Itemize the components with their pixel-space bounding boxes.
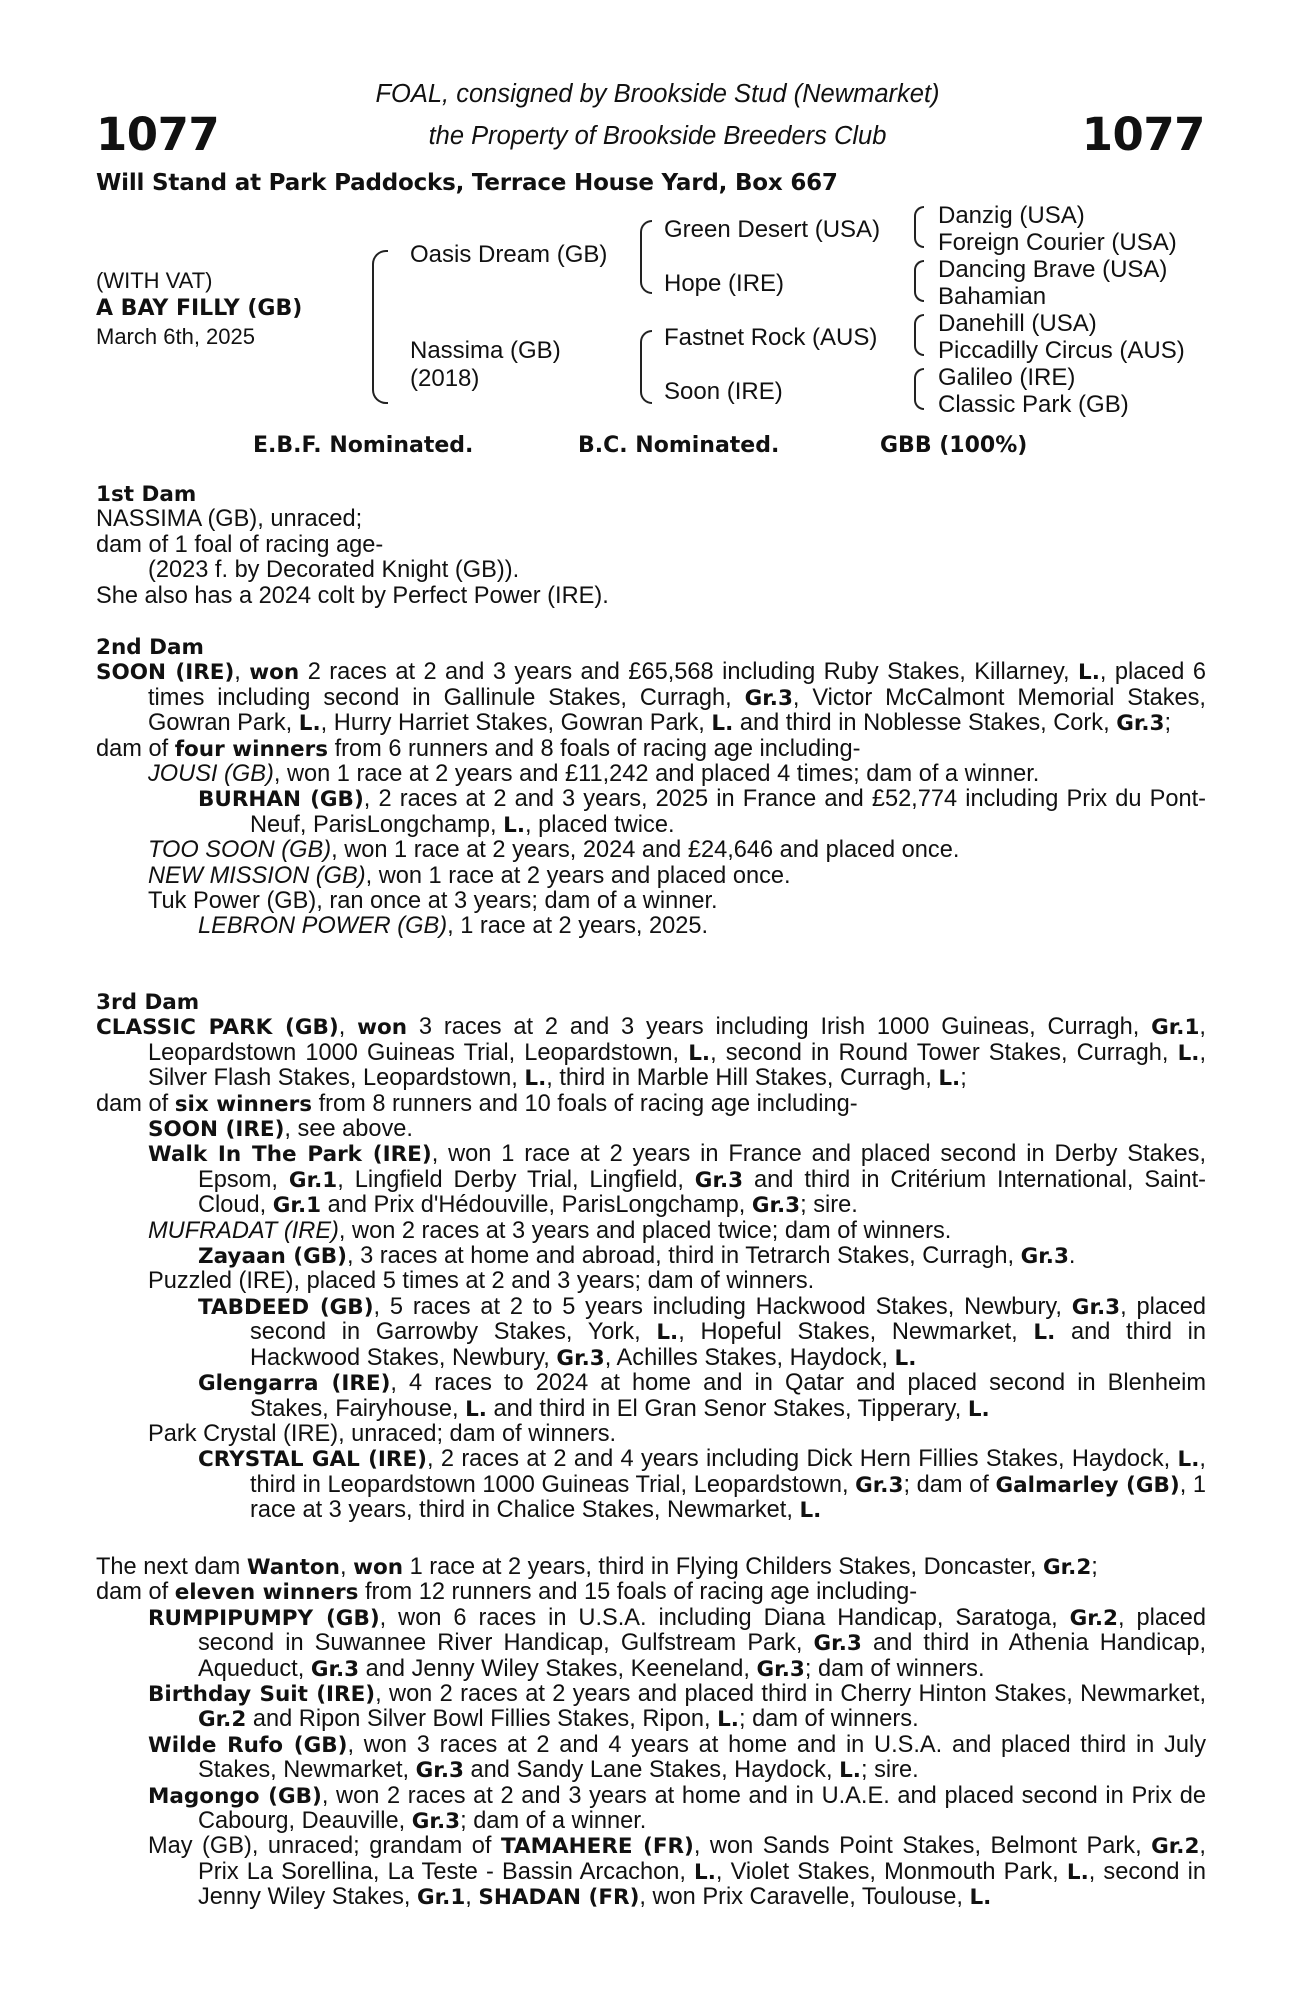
produce-entry: Glengarra (IRE), 4 races to 2024 at home and in Qatar and placed second in Blenheim Stakes, Fairyhouse, L. and third in El Gran Senor Stakes, Tipperary, L. xyxy=(198,1370,1207,1422)
property-line: the Property of Brookside Breeders Club xyxy=(428,122,887,150)
fourth-dam-produce-summary: dam of eleven winners from 12 runners and 15 foals of racing age including- xyxy=(96,1579,918,1606)
pedigree-gen3-2: Hope (IRE) xyxy=(664,270,785,297)
pedigree-brace-main xyxy=(372,250,388,404)
horse-dob: March 6th, 2025 xyxy=(96,324,255,349)
second-dam-section xyxy=(96,635,1206,940)
pedigree-brace-g4-3 xyxy=(914,314,924,356)
first-dam-line: She also has a 2024 colt by Perfect Power (IRE). xyxy=(96,582,609,609)
first-dam-line: dam of 1 foal of racing age- xyxy=(96,531,384,558)
produce-entry: Puzzled (IRE), placed 5 times at 2 and 3 years; dam of winners. xyxy=(148,1268,815,1295)
second-dam-produce-summary: dam of four winners from 6 runners and 8 foals of racing age including- xyxy=(96,735,861,762)
third-dam-produce-summary: dam of six winners from 8 runners and 10 foals of racing age including- xyxy=(96,1090,858,1117)
vat-label: (WITH VAT) xyxy=(96,268,213,293)
first-dam-line: (2023 f. by Decorated Knight (GB)). xyxy=(148,557,520,584)
pedigree-brace-dam xyxy=(640,330,652,404)
produce-entry: Zayaan (GB), 3 races at home and abroad, third in Tetrarch Stakes, Curragh, Gr.3. xyxy=(198,1243,1076,1270)
bc-nomination: B.C. Nominated. xyxy=(578,433,780,458)
pedigree-gen4-6: Piccadilly Circus (AUS) xyxy=(938,337,1185,364)
produce-entry: May (GB), unraced; grandam of TAMAHERE (FR), won Sands Point Stakes, Belmont Park, Gr.2, Prix La Sorellina, La Teste - Bassin Arcachon, L., Violet Stakes, Monmouth Park, L., second in Jenny Wiley Stakes, Gr.1, SHADAN (FR), won Prix Caravelle, Toulouse, L. xyxy=(148,1833,1206,1911)
pedigree-gen3-1: Green Desert (USA) xyxy=(664,216,881,243)
second-dam-entry: SOON (IRE), won 2 races at 2 and 3 years and £65,568 including Ruby Stakes, Killarney, L., placed 6 times including second in Gallinule Stakes, Curragh, Gr.3, Victor McCalmont Memorial Stakes, Gowran Park, L., Hurry Harriet Stakes, Gowran Park, L. and third in Noblesse Stakes, Cork, Gr.3; xyxy=(96,659,1206,737)
produce-entry: Walk In The Park (IRE), won 1 race at 2 years in France and placed second in Derby Stakes, Epsom, Gr.1, Lingfield Derby Trial, Lingfield, Gr.3 and third in Critérium International, Saint-Cloud, Gr.1 and Prix d'Hédouville, ParisLongchamp, Gr.3; sire. xyxy=(148,1141,1206,1219)
first-dam-heading: 1st Dam xyxy=(96,482,197,507)
horse-name: A BAY FILLY (GB) xyxy=(96,296,303,321)
pedigree-brace-g4-1 xyxy=(914,206,924,248)
third-dam-section xyxy=(96,990,1206,1524)
stable-location: Will Stand at Park Paddocks, Terrace House Yard, Box 667 xyxy=(96,170,838,196)
first-dam-section xyxy=(96,482,1206,609)
third-dam-entry: CLASSIC PARK (GB), won 3 races at 2 and 3 years including Irish 1000 Guineas, Curragh, Gr.1, Leopardstown 1000 Guineas Trial, Leopardstown, L., second in Round Tower Stakes, Curragh, L., Silver Flash Stakes, Leopardstown, L., third in Marble Hill Stakes, Curragh, L.; xyxy=(96,1014,1207,1092)
produce-entry: Wilde Rufo (GB), won 3 races at 2 and 4 years at home and in U.S.A. and placed third in July Stakes, Newmarket, Gr.3 and Sandy Lane Stakes, Haydock, L.; sire. xyxy=(148,1731,1206,1784)
pedigree-gen3-3: Fastnet Rock (AUS) xyxy=(664,324,878,351)
produce-entry: JOUSI (GB), won 1 race at 2 years and £11,242 and placed 4 times; dam of a winner. xyxy=(148,761,1040,788)
produce-entry: TABDEED (GB), 5 races at 2 to 5 years including Hackwood Stakes, Newbury, Gr.3, placed second in Garrowby Stakes, York, L., Hopeful Stakes, Newmarket, L. and third in Hackwood Stakes, Newbury, Gr.3, Achilles Stakes, Haydock, L. xyxy=(198,1293,1207,1371)
produce-entry: LEBRON POWER (GB), 1 race at 2 years, 2025. xyxy=(198,913,709,940)
produce-entry: NEW MISSION (GB), won 1 race at 2 years and placed once. xyxy=(148,862,791,889)
consignor-line: FOAL, consigned by Brookside Stud (Newmarket) xyxy=(375,80,940,108)
ebf-nomination: E.B.F. Nominated. xyxy=(253,433,474,458)
produce-entry: Magongo (GB), won 2 races at 2 and 3 years at home and in U.A.E. and placed second in Prix de Cabourg, Deauville, Gr.3; dam of a winner. xyxy=(148,1782,1206,1835)
produce-entry: CRYSTAL GAL (IRE), 2 races at 2 and 4 years including Dick Hern Fillies Stakes, Haydock, L., third in Leopardstown 1000 Guineas Trial, Leopardstown, Gr.3; dam of Galmarley (GB), 1 race at 3 years, third in Chalice Stakes, Newmarket, L. xyxy=(198,1446,1207,1524)
produce-entry: Birthday Suit (IRE), won 2 races at 2 years and placed third in Cherry Hinton Stakes, Newmarket, Gr.2 and Ripon Silver Bowl Fillies Stakes, Ripon, L.; dam of winners. xyxy=(148,1681,1206,1733)
gbb-status: GBB (100%) xyxy=(880,433,1028,458)
produce-entry: RUMPIPUMPY (GB), won 6 races in U.S.A. including Diana Handicap, Saratoga, Gr.2, placed second in Suwannee River Handicap, Gulfstream Park, Gr.3 and third in Athenia Handicap, Aqueduct, Gr.3 and Jenny Wiley Stakes, Keeneland, Gr.3; dam of winners. xyxy=(148,1604,1206,1682)
produce-entry: TOO SOON (GB), won 1 race at 2 years, 2024 and £24,646 and placed once. xyxy=(148,837,960,864)
pedigree-gen4-8: Classic Park (GB) xyxy=(938,391,1129,418)
produce-entry: Tuk Power (GB), ran once at 3 years; dam of a winner. xyxy=(148,888,718,915)
pedigree-gen4-3: Dancing Brave (USA) xyxy=(938,256,1168,283)
produce-entry: MUFRADAT (IRE), won 2 races at 3 years and placed twice; dam of winners. xyxy=(148,1217,952,1244)
pedigree-dam-year: (2018) xyxy=(410,365,480,392)
third-dam-heading: 3rd Dam xyxy=(96,990,200,1015)
pedigree-sire: Oasis Dream (GB) xyxy=(410,241,608,268)
first-dam-line: NASSIMA (GB), unraced; xyxy=(96,506,363,533)
lot-number-left: 1077 xyxy=(96,108,220,161)
pedigree-brace-g4-4 xyxy=(914,368,924,410)
pedigree-gen4-2: Foreign Courier (USA) xyxy=(938,229,1177,256)
pedigree-gen3-4: Soon (IRE) xyxy=(664,378,783,405)
produce-entry: Park Crystal (IRE), unraced; dam of winners. xyxy=(148,1420,617,1447)
second-dam-heading: 2nd Dam xyxy=(96,635,204,660)
pedigree-brace-sire xyxy=(640,220,652,294)
pedigree-gen4-4: Bahamian xyxy=(938,283,1047,310)
produce-entry: SOON (IRE), see above. xyxy=(148,1116,413,1143)
produce-entry: BURHAN (GB), 2 races at 2 and 3 years, 2025 in France and £52,774 including Prix du Pont-Neuf, ParisLongchamp, L., placed twice. xyxy=(198,786,1207,838)
fourth-dam-entry: The next dam Wanton, won 1 race at 2 years, third in Flying Childers Stakes, Doncaster, Gr.2; xyxy=(96,1554,1098,1580)
pedigree-gen4-5: Danehill (USA) xyxy=(938,310,1097,337)
pedigree-brace-g4-2 xyxy=(914,260,924,302)
pedigree-gen4-7: Galileo (IRE) xyxy=(938,364,1076,391)
pedigree-dam: Nassima (GB) xyxy=(410,337,561,364)
fourth-dam-section xyxy=(96,1555,1206,1911)
pedigree-gen4-1: Danzig (USA) xyxy=(938,202,1085,229)
lot-number-right: 1077 xyxy=(1081,108,1205,161)
